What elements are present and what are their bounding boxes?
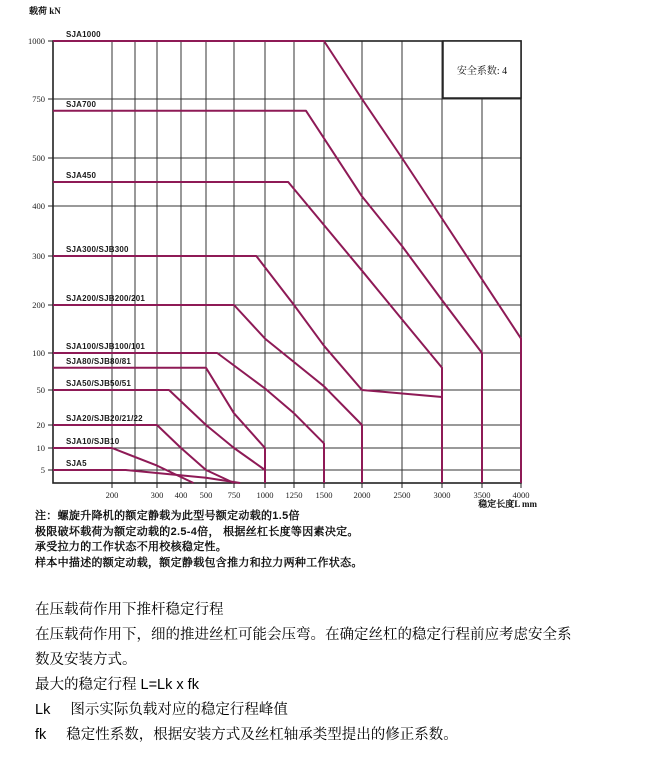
x-axis-title: 稳定长度L mm: [478, 499, 537, 509]
series-label-SJA100: SJA100/SJB100/101: [66, 342, 146, 351]
y-tick-label: 50: [36, 385, 45, 395]
stability-section: [35, 598, 572, 748]
y-tick-label: 100: [32, 348, 45, 358]
chart-notes: [35, 509, 363, 571]
series-line-SJA20: [53, 425, 234, 483]
x-tick-label: 300: [150, 490, 164, 500]
note-line: 承受拉力的工作状态不用校核稳定性。: [35, 541, 228, 553]
stability-body-line1: 在压载荷作用下，细的推进丝杠可能会压弯。在确定丝杠的稳定行程前应考虑安全系: [35, 627, 572, 643]
x-tick-label: 400: [174, 490, 188, 500]
y-tick-label: 300: [32, 251, 45, 261]
series-label-SJA1000: SJA1000: [66, 30, 101, 39]
lk-definition: [35, 698, 572, 723]
series-label-SJA20: SJA20/SJB20/21/22: [66, 414, 143, 423]
series-label-SJA50: SJA50/SJB50/51: [66, 379, 132, 388]
x-tick-label: 1500: [315, 490, 333, 500]
lk-symbol: Lk: [35, 702, 51, 718]
safety-factor-label: 安全系数: 4: [456, 66, 508, 77]
y-tick-label: 10: [36, 443, 45, 453]
x-tick-label: 1000: [256, 490, 274, 500]
fk-symbol: fk: [35, 727, 47, 743]
series-label-SJA450: SJA450: [66, 171, 97, 180]
series-label-SJA80: SJA80/SJB80/81: [66, 356, 132, 366]
lk-description: 图示实际负载对应的稳定行程峰值: [70, 702, 288, 718]
x-tick-label: 2500: [393, 490, 411, 500]
note-line: 注：螺旋升降机的额定静载为此型号额定动载的1.5倍: [35, 510, 300, 522]
series-label-SJA5: SJA5: [66, 459, 87, 468]
y-tick-label: 200: [32, 300, 45, 310]
y-tick-label: 20: [36, 420, 45, 430]
y-tick-label: 400: [32, 201, 45, 211]
x-tick-label: 2000: [353, 490, 371, 500]
series-label-SJA700: SJA700: [66, 99, 97, 109]
series-label-SJA10: SJA10/SJB10: [66, 437, 120, 446]
y-tick-label: 750: [32, 94, 45, 104]
y-tick-label: 500: [32, 153, 45, 163]
x-tick-label: 3500: [473, 490, 491, 500]
y-tick-label: 1000: [28, 36, 45, 46]
x-tick-label: 200: [105, 490, 119, 500]
x-tick-label: 500: [199, 490, 213, 500]
series-line-SJA200: [53, 305, 362, 483]
series-label-SJA300: SJA300/SJB300: [66, 245, 129, 254]
note-line: 极限破坏载荷为额定动载的2.5-4倍， 根据丝杠长度等因素决定。: [35, 525, 359, 538]
x-tick-label: 3000: [433, 490, 451, 500]
stability-heading: 在压载荷作用下推杆稳定行程: [35, 602, 224, 618]
fk-description: 稳定性系数，根据安装方式及丝杠轴承类型提出的修正系数。: [66, 727, 458, 743]
stability-body-line2: 数及安装方式。: [35, 652, 137, 668]
y-tick-label: 5: [40, 465, 45, 475]
y-axis-title: 载荷 kN: [29, 6, 61, 16]
x-tick-label: 750: [227, 490, 241, 500]
fk-definition: [35, 723, 572, 748]
note-line: 样本中描述的额定动载，额定静载包含推力和拉力两种工作状态。: [35, 556, 363, 569]
x-tick-label: 4000: [512, 490, 530, 500]
stability-formula: 最大的稳定行程 L=Lk x fk: [35, 677, 199, 693]
x-tick-label: 1250: [285, 490, 303, 500]
series-label-SJA200: SJA200/SJB200/201: [66, 294, 146, 303]
